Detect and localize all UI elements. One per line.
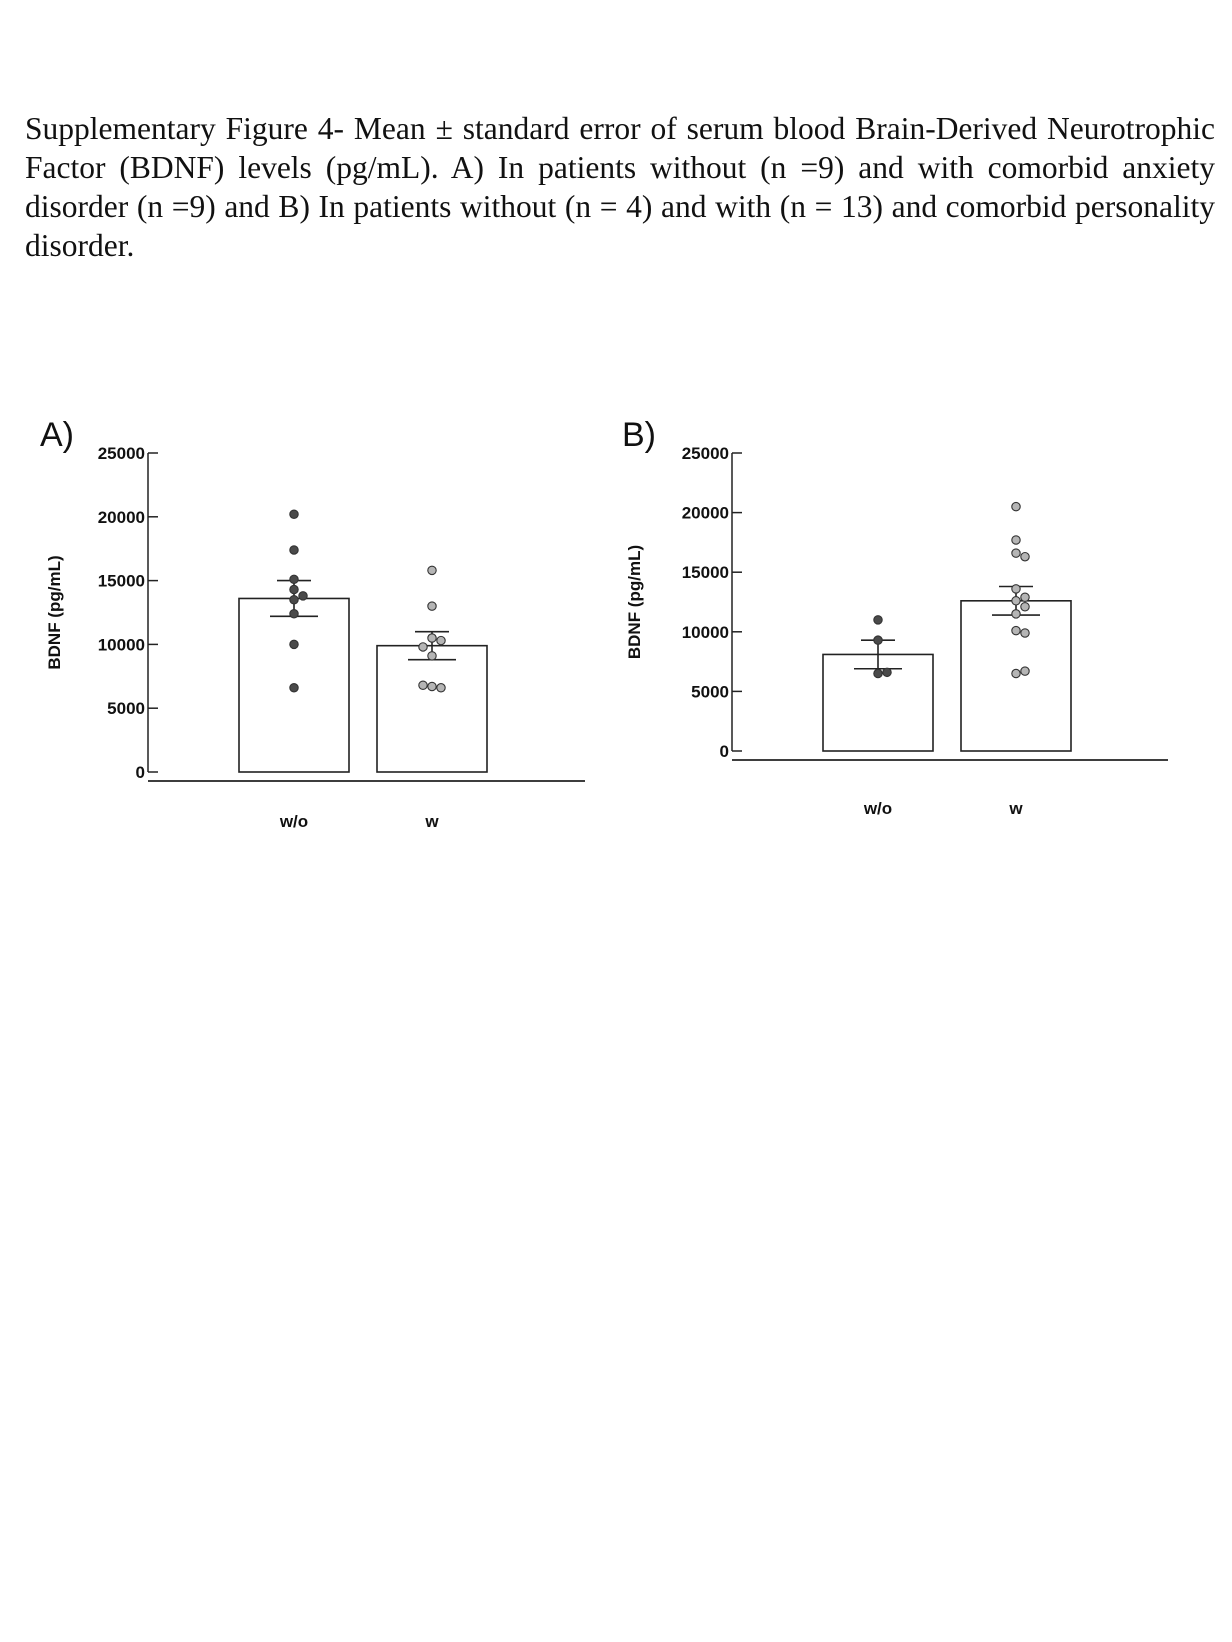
y-tick-label: 0 (135, 763, 145, 782)
data-point (1021, 553, 1029, 561)
data-point (428, 566, 436, 574)
data-point (874, 669, 882, 677)
data-point (1021, 667, 1029, 675)
data-point (290, 610, 298, 618)
y-tick-label: 20000 (97, 507, 145, 527)
data-point (1012, 502, 1020, 510)
data-point (428, 602, 436, 610)
panel-label: B) (622, 416, 656, 454)
data-point (1012, 610, 1020, 618)
data-point (874, 616, 882, 624)
y-tick-label: 25000 (681, 444, 729, 463)
data-point (1012, 549, 1020, 557)
data-point (1012, 669, 1020, 677)
y-tick-label: 5000 (691, 682, 729, 702)
data-point (437, 636, 445, 644)
data-point (290, 575, 298, 583)
data-point (299, 592, 307, 600)
panel-a-chart (40, 416, 585, 831)
data-point (290, 585, 298, 593)
y-tick-label: 5000 (107, 699, 145, 719)
data-point (290, 684, 298, 692)
data-point (428, 682, 436, 690)
y-tick-label: 0 (719, 742, 729, 761)
data-point (428, 634, 436, 642)
data-point (1012, 626, 1020, 634)
data-point (1021, 629, 1029, 637)
category-label: w/o (279, 812, 309, 831)
data-point (1012, 585, 1020, 593)
data-point (419, 643, 427, 651)
figure-caption: Supplementary Figure 4- Mean ± standard error of serum blood Brain-Derived Neurotrophic Factor (BDNF) levels (pg/mL). A) In patients without (n =9) and with comorbid anxiety disorder (n =9) and B) In patients without (n = 4) and with (n = 13) and comorbid personality disorder. (25, 111, 1215, 263)
y-axis-label: BDNF (pg/mL) (45, 555, 64, 670)
category-label: w (1009, 799, 1023, 818)
y-axis-label: BDNF (pg/mL) (625, 544, 644, 660)
bar-w (377, 646, 487, 772)
data-point (1012, 597, 1020, 605)
data-point (1021, 603, 1029, 611)
y-tick-label: 10000 (97, 635, 145, 655)
y-tick-label: 20000 (681, 503, 729, 523)
data-point (290, 640, 298, 648)
data-point (290, 510, 298, 518)
category-label: w (425, 812, 439, 831)
category-label: w/o (863, 799, 893, 818)
y-tick-label: 15000 (681, 563, 729, 583)
y-tick-label: 10000 (681, 622, 729, 642)
y-tick-label: 15000 (97, 571, 145, 591)
data-point (290, 596, 298, 604)
figure-panels (0, 400, 1232, 840)
data-point (419, 681, 427, 689)
panel-label: A) (40, 416, 74, 454)
data-point (1021, 593, 1029, 601)
data-point (428, 652, 436, 660)
data-point (1012, 536, 1020, 544)
panel-b-chart (622, 416, 1168, 818)
data-point (883, 668, 891, 676)
y-tick-label: 25000 (97, 444, 145, 463)
data-point (290, 546, 298, 554)
data-point (874, 636, 882, 644)
data-point (437, 684, 445, 692)
